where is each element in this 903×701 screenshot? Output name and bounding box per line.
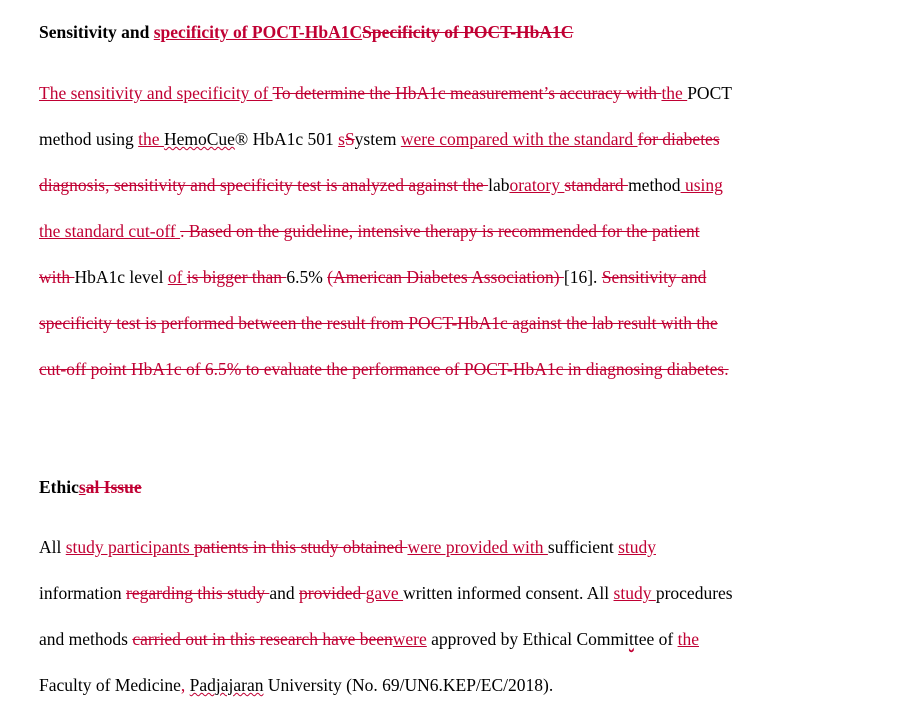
deleted-text: patients in this study obtained [194,537,408,557]
text: sufficient [547,537,619,557]
inserted-text: study participants [65,537,195,557]
inserted-text: the [138,129,164,149]
deleted-text: specificity test is performed between the result from POCT-HbA1c against the lab result with the [39,313,718,333]
deleted-text: diagnosis, sensitivity and specificity test is analyzed against the [39,175,489,195]
text: and [269,583,300,603]
inserted-text: s [338,129,345,149]
paragraph-line [39,357,819,381]
inserted-text: were provided with [407,537,548,557]
deleted-text: regarding this study [126,583,270,603]
deleted-text: S [344,129,355,149]
spelling-flagged-text: t [628,629,634,649]
paragraph-line [39,265,819,289]
text: HbA1c level [74,267,168,287]
inserted-text: using [680,175,723,195]
text: University (No. 69/UN6.KEP/EC/2018). [263,675,554,695]
spelling-flagged-text: HemoCue [163,129,235,149]
heading-text: Sensitivity and [39,22,154,42]
text: All [39,537,66,557]
paragraph-line [39,311,819,335]
section-heading-sensitivity [39,22,819,43]
text: written informed consent. All [403,583,614,603]
inserted-text: the [661,83,688,103]
spelling-flagged-text: Padjajaran [189,675,264,695]
text: and methods [39,629,133,649]
text: [16]. [563,267,602,287]
text: information [39,583,126,603]
text: 6.5% [286,267,328,287]
paragraph-sensitivity [39,81,819,391]
heading-text: Ethic [39,477,79,497]
inserted-text: study [618,537,656,557]
deleted-text: cut-off point HbA1c of 6.5% to evaluate the performance of POCT-HbA1c in diagnosing diabetes. [39,359,729,379]
inserted-text: oratory [509,175,565,195]
deleted-text: is bigger than [186,267,287,287]
paragraph-line [39,673,819,697]
deleted-text: al Issue [85,477,142,497]
text: tee of [633,629,678,649]
inserted-text: study [613,583,656,603]
paragraph-line [39,219,819,243]
inserted-text: specificity of POCT-HbA1C [153,22,363,42]
text: method using [39,129,139,149]
paragraph-line [39,127,819,151]
deleted-text: . Based on the guideline, intensive therapy is recommended for the patient [180,221,700,241]
paragraph-line [39,81,819,105]
text: approved by Ethical Commi [426,629,629,649]
deleted-text: Sensitivity and [601,267,707,287]
deleted-text: (American Diabetes Association) [327,267,564,287]
section-heading-ethics [39,477,819,498]
inserted-text: were [392,629,427,649]
inserted-text: , [180,675,186,695]
paragraph-ethics [39,535,819,701]
paragraph-line [39,173,819,197]
inserted-text: of [167,267,187,287]
deleted-text: carried out in this research have been [132,629,393,649]
text: method [628,175,681,195]
inserted-text: the [677,629,699,649]
text: lab [488,175,510,195]
deleted-text: with [39,267,75,287]
deleted-text: provided [299,583,366,603]
inserted-text: were compared with the standard [400,129,638,149]
text: procedures [655,583,733,603]
deleted-text: for diabetes [637,129,720,149]
inserted-text: gave [365,583,404,603]
text: ystem [354,129,401,149]
deleted-text: Specificity of POCT-HbA1C [362,22,574,42]
deleted-text: standard [564,175,629,195]
text: ® HbA1c 501 [234,129,339,149]
inserted-text: the standard cut-off [39,221,181,241]
paragraph-line [39,581,819,605]
inserted-text: The sensitivity and specificity of [39,83,273,103]
inserted-text: s [78,477,86,497]
deleted-text: To determine the HbA1c measurement’s accuracy with [272,83,662,103]
text: POCT [687,83,732,103]
text: Faculty of Medicine [39,675,181,695]
paragraph-line [39,627,819,651]
paragraph-line [39,535,819,559]
